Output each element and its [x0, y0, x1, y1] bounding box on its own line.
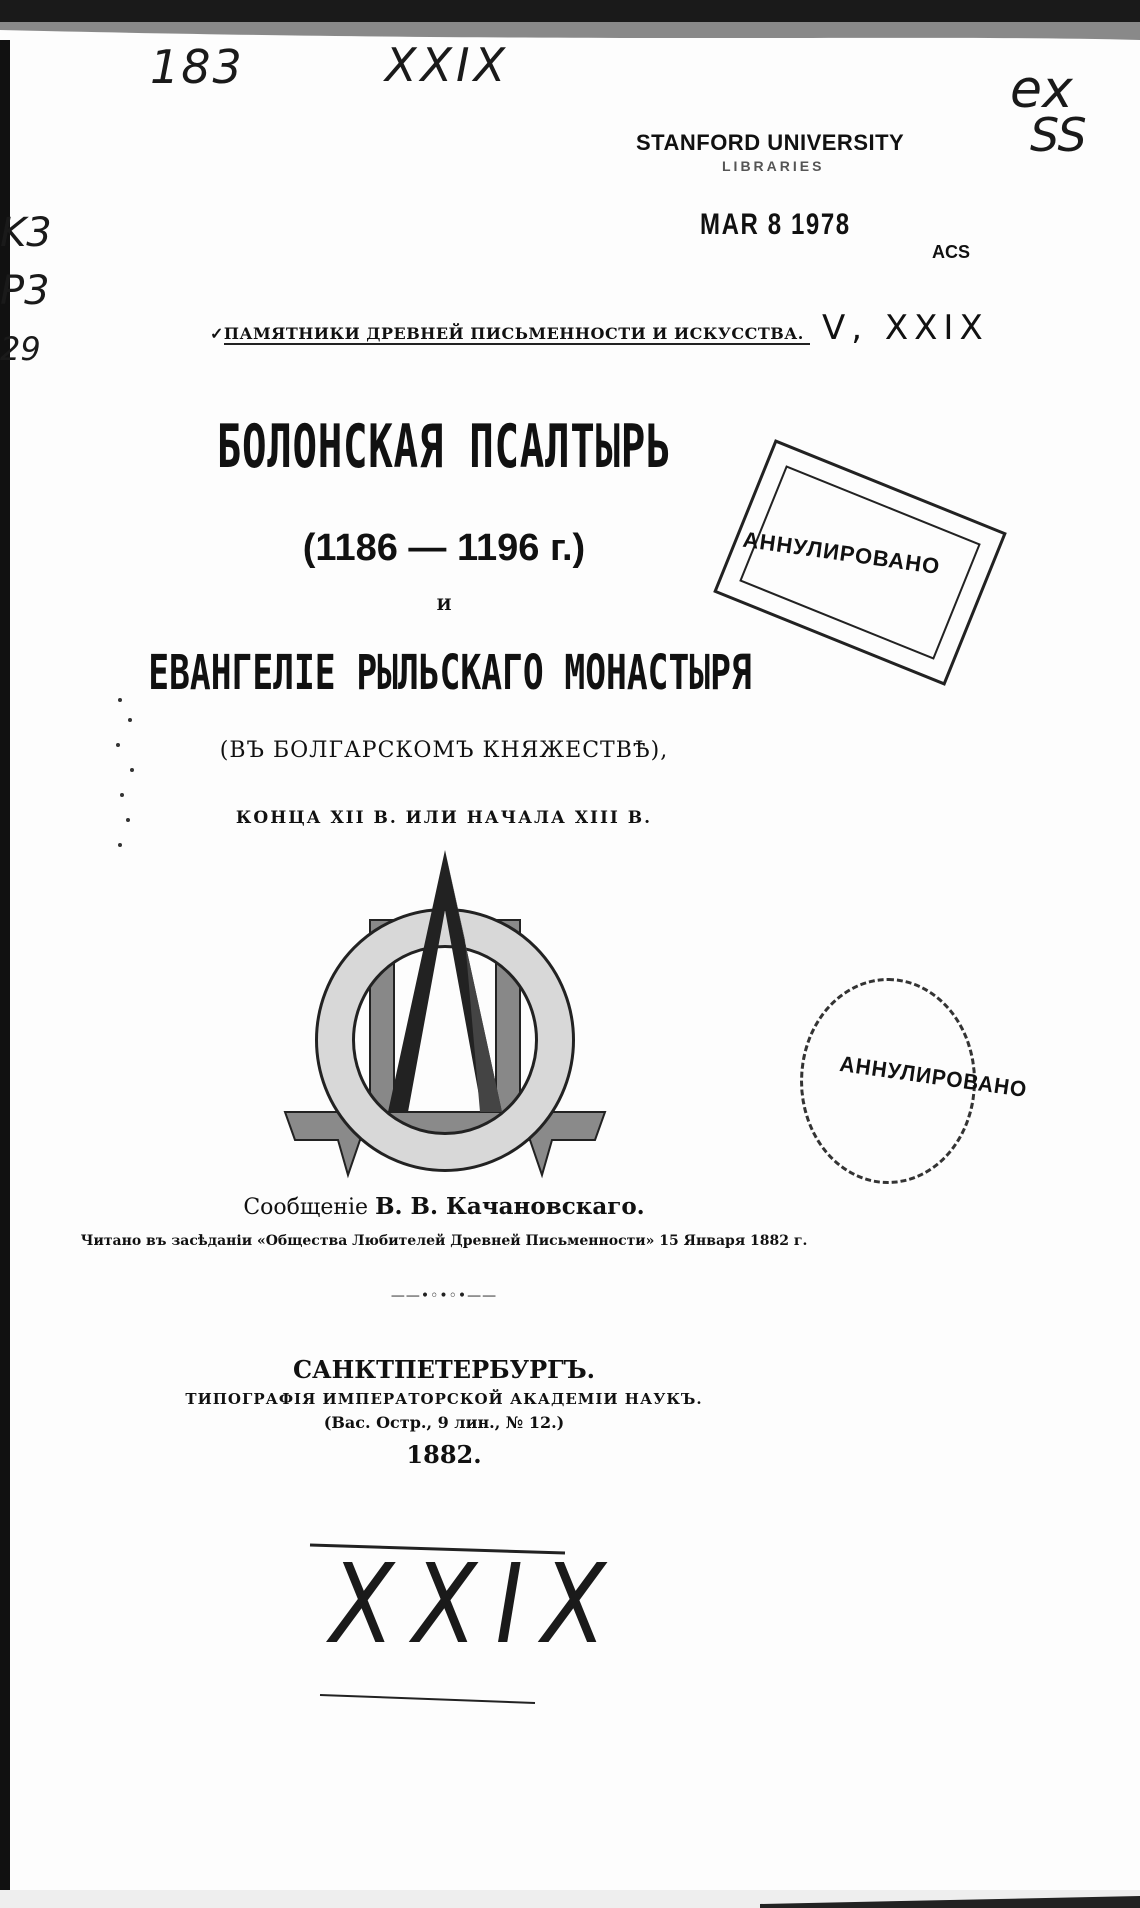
subtitle: (ВЪ БОЛГАРСКОМЪ КНЯЖЕСТВѢ), [219, 738, 669, 763]
stamp-cancelled-text: АННУЛИРОВАНО [741, 526, 942, 580]
series-volume: V, XXIX [821, 308, 989, 348]
library-date-stamp: MAR 8 1978 [700, 208, 851, 241]
reading-note: Читано въ засѣданіи «Общества Любителей Древней Письменности» 15 Января 1882 г. [80, 1233, 808, 1249]
imprint-city: САНКТПЕТЕРБУРГЪ. [292, 1355, 596, 1384]
title-dates: (1186 — 1196 г.) [302, 527, 586, 569]
cancellation-stamp-round [800, 978, 1029, 1178]
library-corner-mark: ACS [932, 242, 971, 262]
library-stamp-name: STANFORD UNIVERSITY [636, 130, 905, 155]
author-line [0, 1193, 888, 1220]
handwritten-bottom-volume: XXIX [330, 1540, 625, 1668]
handwritten-volume: XXIX [385, 38, 510, 92]
margin-specks [110, 690, 150, 860]
main-title: БОЛОНСКАЯ ПСАЛТЫРЬ [216, 412, 672, 482]
handwritten-ss: SS [1030, 108, 1087, 162]
second-title: ЕВАНГЕЛІЕ РЫЛЬСКАГО МОНАСТЫРЯ [148, 645, 752, 701]
imprint-year: 1882. [406, 1440, 482, 1469]
handwritten-number: 183 [150, 40, 244, 94]
handwritten-margin-mark: K3 [0, 210, 52, 256]
handwritten-margin-mark: P3 [0, 268, 50, 314]
library-stamp-sub: LIBRARIES [722, 158, 825, 174]
author-prefix: Сообщеніе [243, 1195, 376, 1220]
handwritten-margin-mark: 29 [0, 330, 41, 368]
ornamental-divider: ——•◦•◦•—— [390, 1288, 498, 1304]
title-conjunction: И [436, 595, 452, 614]
imprint-address: (Вас. Остр., 9 лин., № 12.) [323, 1413, 565, 1432]
series-heading [210, 308, 989, 348]
author-name: В. В. Качановскаго. [375, 1193, 645, 1220]
imprint-printer: ТИПОГРАФІЯ ИМПЕРАТОРСКОЙ АКАДЕМІИ НАУКЪ. [185, 1390, 703, 1408]
date-range: КОНЦА XII В. ИЛИ НАЧАЛА XIII В. [235, 808, 653, 828]
stamp-cancelled-text: АННУЛИРОВАНО [838, 1050, 1029, 1103]
society-emblem-icon [280, 850, 610, 1185]
series-text: ПАМЯТНИКИ ДРЕВНЕЙ ПИСЬМЕННОСТИ И ИСКУССТВА. [223, 324, 810, 343]
series-checkmark-icon: ✓ [210, 324, 224, 343]
handwritten-ex: ex [1010, 60, 1073, 120]
